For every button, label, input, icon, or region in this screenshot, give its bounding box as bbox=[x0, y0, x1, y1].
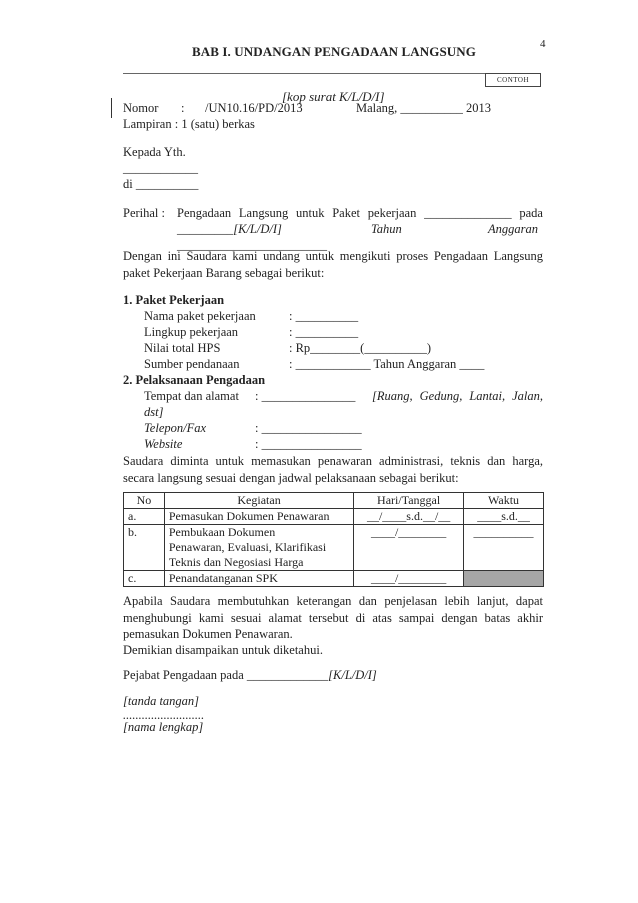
page-number: 4 bbox=[540, 38, 546, 50]
table-header: Waktu bbox=[464, 493, 544, 509]
page-title: BAB I. UNDANGAN PENGADAAN LANGSUNG bbox=[192, 44, 476, 59]
telepon-label: Telepon/Fax bbox=[144, 421, 207, 435]
table-header: Kegiatan bbox=[164, 493, 353, 509]
field-label: Nilai total HPS bbox=[144, 341, 221, 355]
table-cell: ____/________ bbox=[354, 571, 464, 587]
field-value: : ____________ Tahun Anggaran ____ bbox=[289, 357, 485, 371]
section-2-title: 2. Pelaksanaan Pengadaan bbox=[123, 373, 266, 387]
full-name-placeholder: [nama lengkap] bbox=[123, 720, 204, 734]
header-divider bbox=[123, 73, 541, 74]
nomor-colon: : bbox=[181, 101, 185, 115]
table-cell: Penandatanganan SPK bbox=[164, 571, 353, 587]
tempat-hint: [Ruang, Gedung, Lantai, Jalan, bbox=[372, 389, 543, 403]
lampiran: Lampiran : 1 (satu) berkas bbox=[123, 117, 255, 131]
contoh-badge: CONTOH bbox=[485, 73, 541, 87]
table-cell: __________ bbox=[464, 525, 544, 571]
table-header: Hari/Tanggal bbox=[354, 493, 464, 509]
table-cell: ____/________ bbox=[354, 525, 464, 571]
table-header-row bbox=[124, 493, 544, 509]
tempat-label: Tempat dan alamat bbox=[144, 389, 239, 403]
tempat-value: : _______________ bbox=[255, 389, 356, 403]
instruction-paragraph: Saudara diminta untuk memasukan penawaran administrasi, teknis dan harga, secara langsung sesuai dengan jadwal pelaksanaan sebagai berikut: bbox=[123, 454, 543, 485]
website-label: Website bbox=[144, 437, 183, 451]
field-value: : __________ bbox=[289, 309, 359, 323]
place-date: Malang, __________ 2013 bbox=[356, 101, 492, 115]
kegiatan-line: Teknis dan Negosiasi Harga bbox=[168, 555, 304, 569]
recipient-location: di __________ bbox=[123, 177, 199, 191]
field-label: Nama paket pekerjaan bbox=[144, 309, 256, 323]
table-cell: Pemasukan Dokumen Penawaran bbox=[164, 509, 353, 525]
intro-paragraph: Dengan ini Saudara kami undang untuk mengikuti proses Pengadaan Langsung paket Pekerjaan Barang sebagai berikut: bbox=[123, 249, 543, 280]
table-cell bbox=[164, 525, 353, 571]
perihal-line-2b: Tahun bbox=[371, 222, 402, 236]
table-cell: b. bbox=[124, 525, 165, 571]
field-label: Sumber pendanaan bbox=[144, 357, 240, 371]
table-cell: c. bbox=[124, 571, 165, 587]
perihal-label: Perihal : bbox=[123, 206, 166, 220]
margin-bar bbox=[111, 98, 112, 118]
perihal-line-2c: Anggaran bbox=[488, 222, 538, 236]
kegiatan-line: Penawaran, Evaluasi, Klarifikasi bbox=[168, 540, 327, 554]
perihal-line-2a: _________[K/L/D/I] bbox=[177, 222, 282, 236]
recipient-name: ____________ bbox=[123, 161, 198, 175]
nomor-value: /UN10.16/PD/2013 bbox=[205, 101, 303, 115]
field-value: : __________ bbox=[289, 325, 359, 339]
perihal-line-1: Pengadaan Langsung untuk Paket pekerjaan ______________ pada bbox=[177, 206, 543, 220]
table-cell: a. bbox=[124, 509, 165, 525]
field-value: : Rp________(__________) bbox=[289, 341, 432, 355]
table-row bbox=[124, 525, 544, 571]
telepon-value: : ________________ bbox=[255, 421, 362, 435]
perihal-line-3: ________________________ bbox=[177, 238, 327, 252]
table-row bbox=[124, 571, 544, 587]
website-value: : ________________ bbox=[255, 437, 362, 451]
tempat-hint-cont: dst] bbox=[144, 405, 164, 419]
table-cell: ____s.d.__ bbox=[464, 509, 544, 525]
table-header: No bbox=[124, 493, 165, 509]
section-1-title: 1. Paket Pekerjaan bbox=[123, 293, 225, 307]
closing-paragraph: Apabila Saudara membutuhkan keterangan dan penjelasan lebih lanjut, dapat menghubungi kami sesuai alamat tersebut di atas sampai dengan batas akhir pemasukan Dokumen Penawaran. bbox=[123, 594, 543, 641]
table-cell: __/____s.d.__/__ bbox=[354, 509, 464, 525]
closing-remark: Demikian disampaikan untuk diketahui. bbox=[123, 643, 323, 657]
kegiatan-line: Pembukaan Dokumen bbox=[168, 525, 276, 539]
field-label: Lingkup pekerjaan bbox=[144, 325, 239, 339]
pejabat-line: Pejabat Pengadaan pada _____________[K/L/D/I] bbox=[123, 668, 377, 682]
schedule-table bbox=[123, 492, 544, 587]
letterhead-placeholder: [kop surat K/L/D/I] bbox=[282, 89, 385, 104]
nomor-label: Nomor bbox=[123, 101, 159, 115]
signature-placeholder: [tanda tangan] bbox=[123, 694, 200, 708]
signature-dots: .......................... bbox=[123, 708, 205, 722]
table-cell-shaded bbox=[464, 571, 544, 587]
table-row bbox=[124, 509, 544, 525]
recipient-salutation: Kepada Yth. bbox=[123, 145, 186, 159]
